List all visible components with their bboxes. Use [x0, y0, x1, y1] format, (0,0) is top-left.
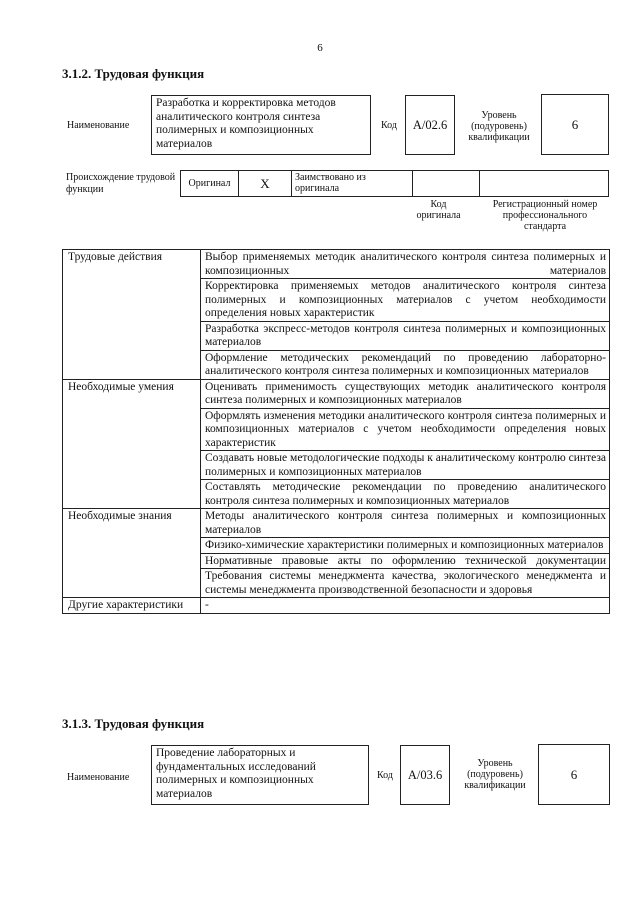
table-cell: Создавать новые методологические подходы к аналитическому контролю синтеза полимерных и композиционных материалов — [201, 451, 610, 480]
category-cell: Необходимые знания — [63, 509, 201, 598]
category-cell: Необходимые умения — [63, 379, 201, 509]
function-name-box: Разработка и корректировка методов аналитического контроля синтеза полимерных и композиционных материалов — [151, 95, 371, 155]
table-cell: Выбор применяемых методик аналитического контроля синтеза полимерных и композиционных материалов — [201, 250, 610, 279]
table-cell: Разработка экспресс-методов контроля синтеза полимерных и композиционных материалов — [201, 321, 610, 350]
code-label: Код — [377, 770, 393, 781]
level-value-box: 6 — [538, 744, 610, 805]
table-cell: Физико-химические характеристики полимерных и композиционных материалов — [201, 538, 610, 554]
level-label: Уровень (подуровень) квалификации — [464, 757, 526, 791]
table-row — [63, 379, 610, 408]
function-name-box: Проведение лабораторных и фундаментальных исследований полимерных и композиционных материалов — [151, 745, 369, 805]
table-row — [63, 509, 610, 538]
divider — [479, 171, 480, 196]
table-cell: Методы аналитического контроля синтеза полимерных и композиционных материалов — [201, 509, 610, 538]
code-value-box: A/02.6 — [405, 95, 455, 155]
table-cell: Оформлять изменения методики аналитического контроля синтеза полимерных и композиционных материалов с учетом необходимости определения новых характеристик — [201, 408, 610, 451]
original-mark: X — [239, 171, 292, 196]
page-number: 6 — [317, 42, 323, 54]
code-label: Код — [381, 120, 397, 131]
table-row — [63, 250, 610, 279]
origin-row — [180, 170, 609, 197]
section-heading-312: 3.1.2. Трудовая функция — [62, 66, 205, 81]
section-heading-313: 3.1.3. Трудовая функция — [62, 716, 205, 731]
table-cell: Составлять методические рекомендации по проведению аналитического контроля синтеза полимерных и композиционных материалов — [201, 480, 610, 509]
borrowed-label: Заимствовано из оригинала — [295, 172, 366, 194]
code-original-caption: Код оригинала — [416, 199, 461, 221]
level-value-box: 6 — [541, 94, 609, 155]
table-cell: Корректировка применяемых методов аналитического контроля синтеза полимерных и композиционных материалов с учетом необходимости определения новых характеристик — [201, 279, 610, 322]
divider — [412, 171, 413, 196]
name-label: Наименование — [67, 772, 130, 783]
function-details-table — [62, 249, 610, 614]
table-cell: Оформление методических рекомендаций по проведению лабораторно-аналитического контроля синтеза полимерных и композиционных материалов — [201, 350, 610, 379]
table-cell: - — [201, 598, 610, 614]
original-label: Оригинал — [181, 171, 239, 196]
name-label: Наименование — [67, 120, 130, 131]
reg-number-caption: Регистрационный номер профессионального стандарта — [492, 199, 598, 232]
table-cell: Требования системы менеджмента качества, экологического менеджмента и системы менеджмента производственной безопасности и здоровья — [201, 569, 610, 598]
code-value-box: A/03.6 — [400, 745, 450, 805]
table-cell: Нормативные правовые акты по оформлению технической документации — [201, 553, 610, 569]
level-label: Уровень (подуровень) квалификации — [468, 109, 530, 143]
category-cell: Другие характеристики — [63, 598, 201, 614]
origin-label: Происхождение трудовой функции — [66, 172, 176, 195]
table-cell: Оценивать применимость существующих методик аналитического контроля синтеза полимерных и композиционных материалов — [201, 379, 610, 408]
table-row — [63, 598, 610, 614]
category-cell: Трудовые действия — [63, 250, 201, 380]
